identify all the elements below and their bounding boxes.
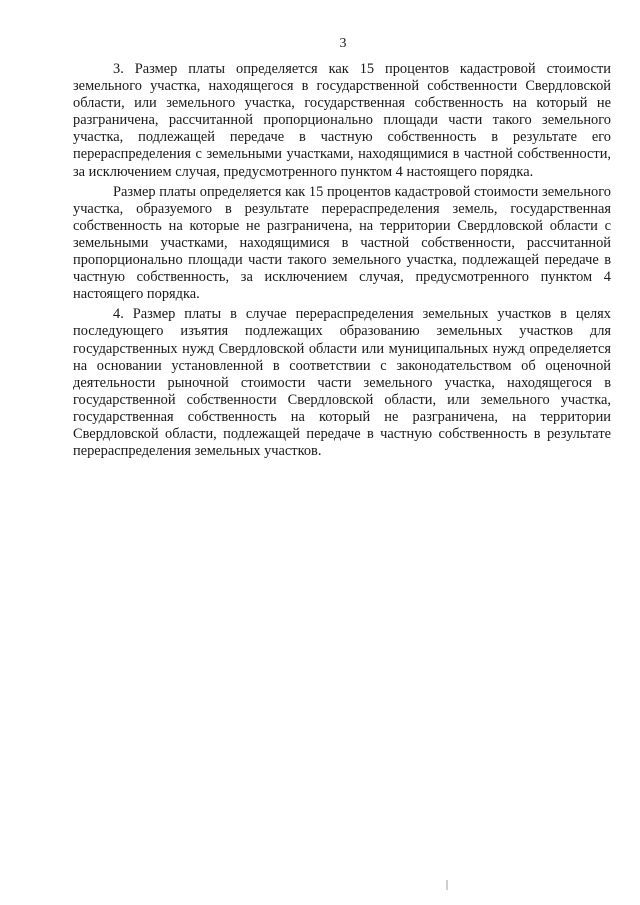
paragraph-item-4: 4. Размер платы в случае перераспределения земельных участков в целях последующего изъятия подлежащих образованию земельных участков для государственных нужд Свердловской области или муниципальных нужд определяется на основании установленной в соответствии с законодательством об оценочной деятельности рыночной стоимости части земельного участка, находящегося в государственной собственности Свердловской области, или земельного участка, государственная собственность на который не разграничена, на территории Свердловской области, подлежащей передаче в частную собственность в результате перераспределения земельных участков.	[73, 306, 611, 460]
page-number: 3	[339, 36, 347, 51]
paragraph-payment-size: Размер платы определяется как 15 процентов кадастровой стоимости земельного участка, образуемого в результате перераспределения земель, государственная собственность на которые не разграничена, на территории Свердловской области с земельными участками, находящимися в частной собственности, рассчитанной пропорционально площади части такого земельного участка, подлежащей передаче в частную собственность, за исключением случая, предусмотренного пунктом 4 настоящего порядка.	[73, 183, 611, 303]
paragraph-item-3: 3. Размер платы определяется как 15 процентов кадастровой стоимости земельного участка, находящегося в государственной собственности Свердловской области, или земельного участка, государственная собственность на который не разграничена, рассчитанной пропорционально площади части такого земельного участка, подлежащей передаче в частную собственность в результате его перераспределения с земельными участками, находящимися в частной собственности, за исключением случая, предусмотренного пунктом 4 настоящего порядка.	[73, 61, 611, 180]
document-body	[73, 61, 611, 460]
scan-artifact-mark	[446, 880, 448, 890]
